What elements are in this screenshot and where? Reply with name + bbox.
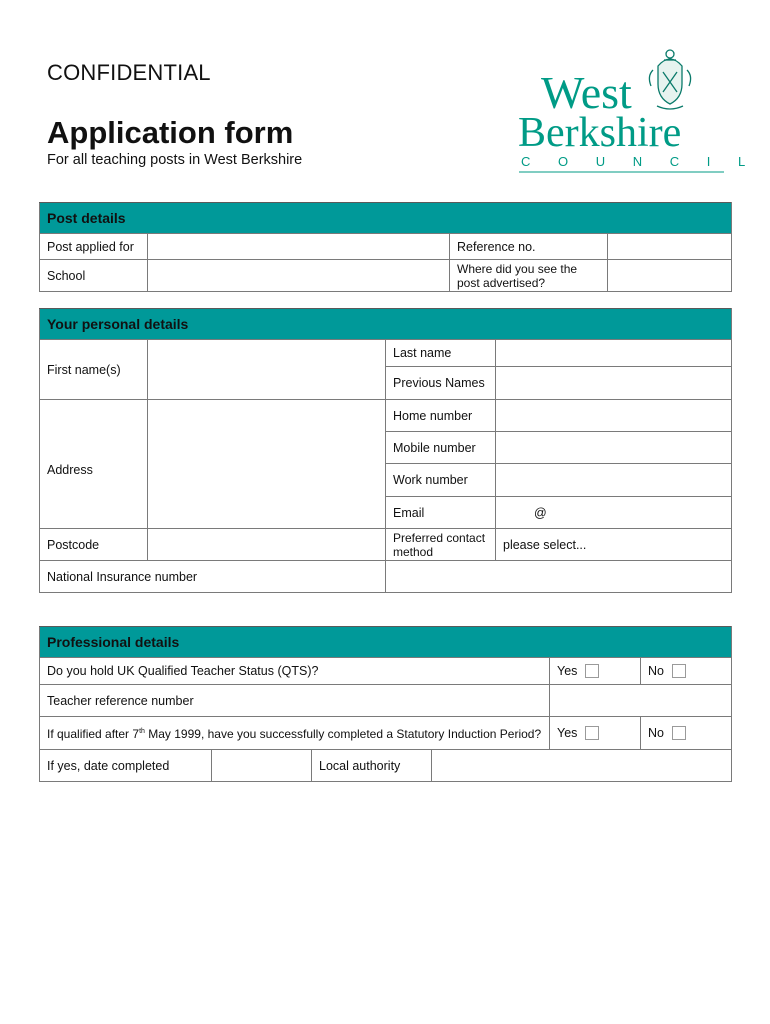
work-number-field[interactable] [496, 464, 732, 497]
qts-no-option[interactable] [641, 658, 732, 685]
date-completed-label: If yes, date completed [40, 750, 212, 782]
induction-no-checkbox[interactable] [672, 726, 686, 740]
school-label: School [40, 260, 148, 292]
ni-number-field[interactable] [386, 561, 732, 593]
local-authority-label: Local authority [312, 750, 432, 782]
school-field[interactable] [148, 260, 450, 292]
induction-no-option[interactable] [641, 717, 732, 750]
home-number-field[interactable] [496, 400, 732, 432]
confidential-label: CONFIDENTIAL [47, 60, 211, 85]
qts-yes-label: Yes [557, 663, 578, 678]
page-title: Application form [47, 115, 294, 150]
postcode-label: Postcode [40, 529, 148, 561]
where-advertised-label: Where did you see the post advertised? [450, 260, 608, 292]
last-name-field[interactable] [496, 340, 732, 367]
personal-details-heading: Your personal details [40, 309, 732, 340]
previous-names-label: Previous Names [386, 367, 496, 400]
local-authority-field[interactable] [432, 750, 732, 782]
qts-question: Do you hold UK Qualified Teacher Status (QTS)? [40, 658, 550, 685]
professional-details-table [39, 626, 732, 782]
mobile-number-label: Mobile number [386, 432, 496, 464]
qts-yes-checkbox[interactable] [585, 664, 599, 678]
induction-yes-checkbox[interactable] [585, 726, 599, 740]
address-label: Address [40, 400, 148, 529]
crest-icon [649, 50, 690, 109]
reference-no-field[interactable] [608, 234, 732, 260]
email-field[interactable]: @ [496, 497, 732, 529]
first-names-label: First name(s) [40, 340, 148, 400]
page-subtitle: For all teaching posts in West Berkshire [47, 152, 303, 168]
ni-number-label: National Insurance number [40, 561, 386, 593]
address-field[interactable] [148, 400, 386, 529]
west-berkshire-council-logo [517, 46, 758, 176]
post-applied-field[interactable] [148, 234, 450, 260]
post-details-heading: Post details [40, 203, 732, 234]
qts-yes-option[interactable] [550, 658, 641, 685]
previous-names-field[interactable] [496, 367, 732, 400]
date-completed-field[interactable] [212, 750, 312, 782]
induction-yes-label: Yes [557, 725, 578, 740]
home-number-label: Home number [386, 400, 496, 432]
reference-no-label: Reference no. [450, 234, 608, 260]
postcode-field[interactable] [148, 529, 386, 561]
post-details-table [39, 202, 732, 292]
preferred-contact-select[interactable]: please select... [496, 529, 732, 561]
work-number-label: Work number [386, 464, 496, 497]
logo-council-text: C O U N C I L [521, 154, 758, 169]
professional-details-heading: Professional details [40, 627, 732, 658]
teacher-ref-label: Teacher reference number [40, 685, 550, 717]
qts-no-checkbox[interactable] [672, 664, 686, 678]
personal-details-table [39, 308, 732, 593]
logo-berkshire-text: Berkshire [518, 110, 682, 156]
email-label: Email [386, 497, 496, 529]
last-name-label: Last name [386, 340, 496, 367]
qts-no-label: No [648, 663, 664, 678]
first-names-field[interactable] [148, 340, 386, 400]
preferred-contact-label: Preferred contact method [386, 529, 496, 561]
induction-question: If qualified after 7th May 1999, have you successfully completed a Statutory Induction Period? [40, 717, 550, 750]
induction-no-label: No [648, 725, 664, 740]
teacher-ref-field[interactable] [550, 685, 732, 717]
where-advertised-field[interactable] [608, 260, 732, 292]
induction-yes-option[interactable] [550, 717, 641, 750]
post-applied-label: Post applied for [40, 234, 148, 260]
logo-west-text: West [541, 67, 632, 118]
mobile-number-field[interactable] [496, 432, 732, 464]
